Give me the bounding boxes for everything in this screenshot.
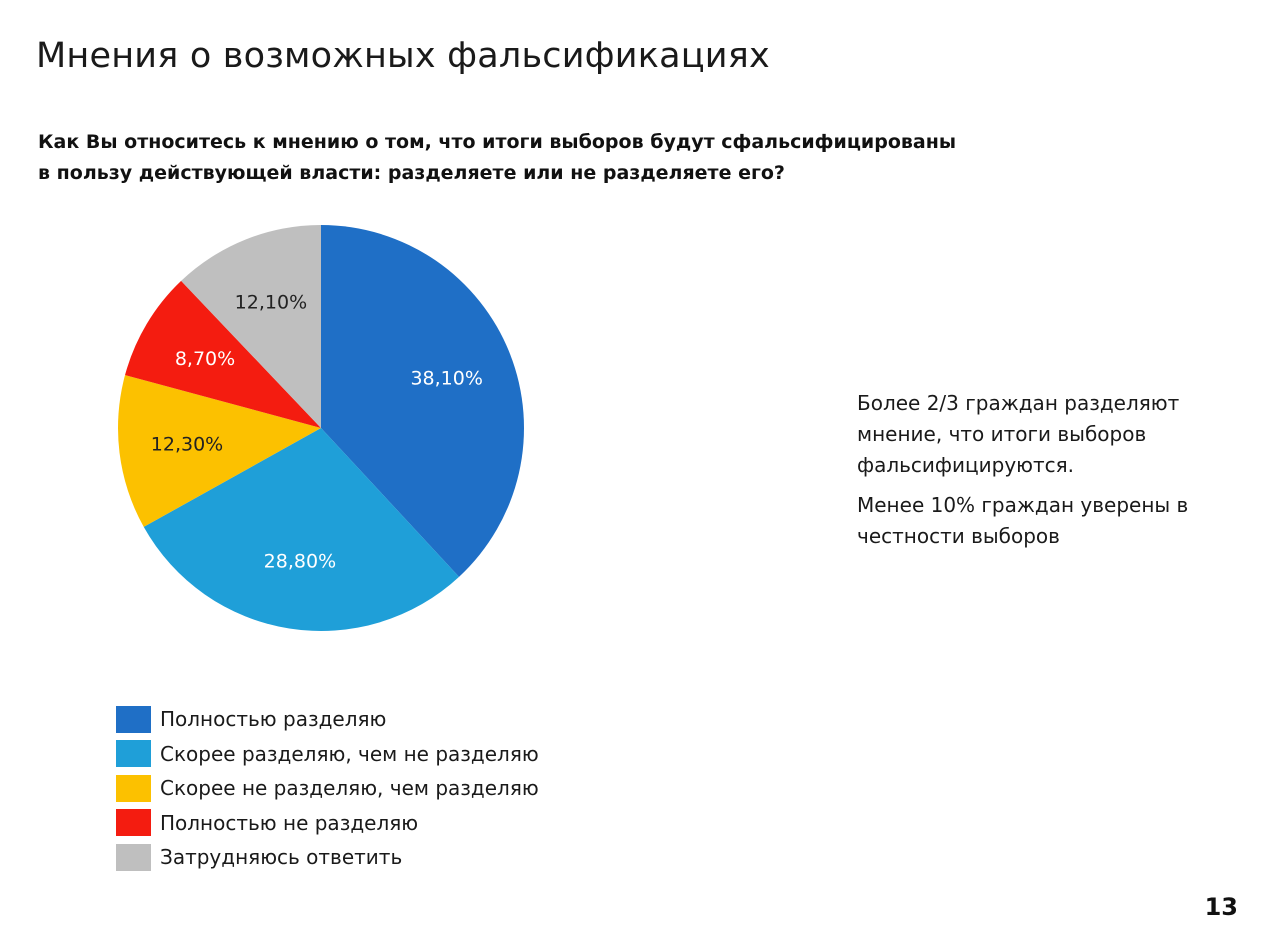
legend-swatch-4 — [116, 809, 151, 836]
legend-swatch-1 — [116, 706, 151, 733]
summary-note-2: Менее 10% граждан уверены в честности выборов — [857, 493, 1189, 548]
page-number: 13 — [1204, 893, 1238, 921]
legend-label-1: Полностью разделяю — [160, 707, 387, 732]
pie-slice-label-3: 12,30% — [150, 433, 224, 456]
pie-slice-label-4: 8,70% — [174, 347, 236, 370]
summary-notes — [857, 388, 1257, 561]
question-line-2: в пользу действующей власти: разделяете или не разделяете его? — [38, 162, 785, 184]
pie-chart — [0, 0, 640, 700]
chart-legend — [116, 702, 539, 875]
legend-label-3: Скорее не разделяю, чем разделяю — [160, 776, 539, 801]
pie-slice-label-1: 38,10% — [410, 367, 483, 390]
legend-label-2: Скорее разделяю, чем не разделяю — [160, 741, 539, 766]
summary-note-1: Более 2/3 граждан разделяют мнение, что итоги выборов фальсифицируются. — [857, 391, 1180, 477]
legend-item-3 — [116, 771, 539, 806]
slide-title: Мнения о возможных фальсификациях — [36, 36, 770, 76]
legend-swatch-3 — [116, 775, 151, 802]
question-line-1: Как Вы относитесь к мнению о том, что итоги выборов будут сфальсифицированы — [38, 131, 957, 153]
legend-item-4 — [116, 806, 539, 841]
pie-slice-label-2: 28,80% — [263, 550, 337, 573]
legend-item-1 — [116, 702, 539, 737]
legend-label-5: Затрудняюсь ответить — [160, 845, 403, 870]
legend-swatch-2 — [116, 740, 151, 767]
legend-item-2 — [116, 737, 539, 772]
legend-swatch-5 — [116, 844, 151, 871]
legend-label-4: Полностью не разделяю — [160, 810, 419, 835]
legend-item-5 — [116, 840, 539, 875]
pie-slice-label-5: 12,10% — [234, 291, 308, 314]
